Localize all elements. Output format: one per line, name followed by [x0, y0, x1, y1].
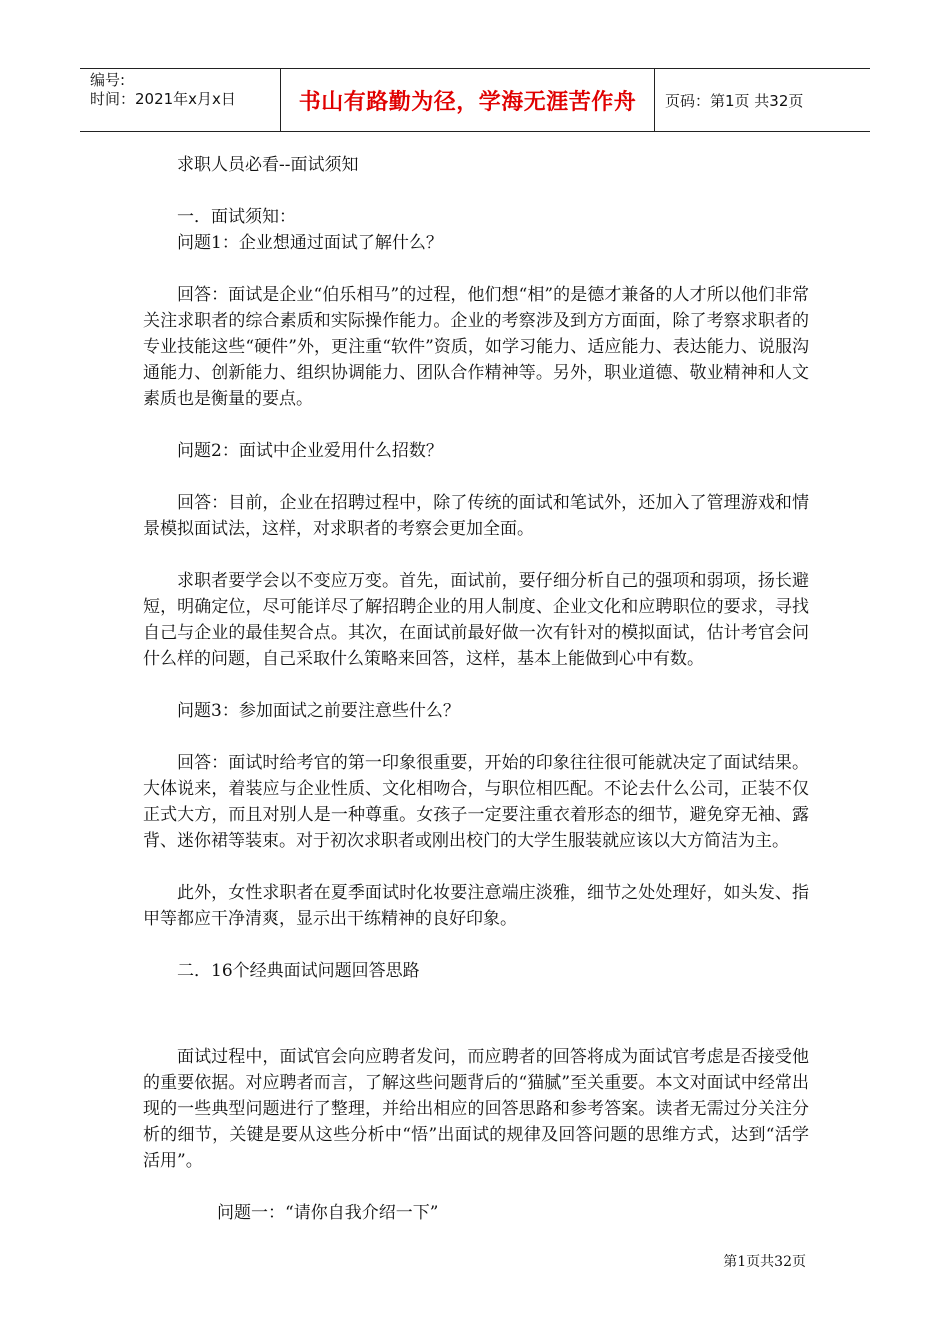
- answer-3-continued: 此外，女性求职者在夏季面试时化妆要注意端庄淡雅，细节之处处理好，如头发、指甲等都应干净清爽，显示出干练精神的良好印象。: [143, 883, 809, 929]
- header-motto: 书山有路勤为径，学海无涯苦作舟: [281, 69, 655, 131]
- page-footer: 第1页共32页: [723, 1254, 806, 1270]
- section-heading-1: 一．面试须知：: [177, 207, 296, 227]
- answer-3: 回答：面试时给考官的第一印象很重要，开始的印象往往很可能就决定了面试结果。大体说来，着装应与企业性质、文化相吻合，与职位相匹配。不论去什么公司，正装不仅正式大方，而且对别人是一种尊重。女孩子一定要注重衣着形态的细节，避免穿无袖、露背、迷你裙等装束。对于初次求职者或刚出校门的大学生服装就应该以大方简洁为主。: [143, 753, 809, 851]
- question-2: 问题2：面试中企业爱用什么招数？: [177, 441, 443, 461]
- question-3: 问题3：参加面试之前要注意些什么？: [177, 701, 460, 721]
- doc-title: 求职人员必看--面试须知: [177, 155, 359, 175]
- header-table: [80, 68, 870, 132]
- answer-2-continued: 求职者要学会以不变应万变。首先，面试前，要仔细分析自己的强项和弱项，扬长避短，明确定位，尽可能详尽了解招聘企业的用人制度、企业文化和应聘职位的要求，寻找自己与企业的最佳契合点。其次，在面试前最好做一次有针对的模拟面试，估计考官会问什么样的问题，自己采取什么策略来回答，这样，基本上能做到心中有数。: [143, 571, 809, 669]
- question-one: 问题一：“请你自我介绍一下”: [217, 1203, 439, 1223]
- code-label: 编号:: [90, 71, 126, 89]
- section-2-intro: 面试过程中，面试官会向应聘者发问，而应聘者的回答将成为面试官考虑是否接受他的重要依据。对应聘者而言，了解这些问题背后的“猫腻”至关重要。本文对面试中经常出现的一些典型问题进行了整理，并给出相应的回答思路和参考答案。读者无需过分关注分析的细节，关键是要从这些分析中“悟”出面试的规律及回答问题的思维方式，达到“活学活用”。: [143, 1047, 809, 1171]
- answer-1: 回答：面试是企业“伯乐相马”的过程，他们想“相”的是德才兼备的人才所以他们非常关注求职者的综合素质和实际操作能力。企业的考察涉及到方方面面，除了考察求职者的专业技能这些“硬件”外，更注重“软件”资质，如学习能力、适应能力、表达能力、说服沟通能力、创新能力、组织协调能力、团队合作精神等。另外，职业道德、敬业精神和人文素质也是衡量的要点。: [143, 285, 809, 409]
- header-page-info: 页码：第1页 共32页: [665, 91, 804, 110]
- header-meta: [80, 69, 281, 131]
- document-body: [143, 152, 809, 1226]
- answer-2: 回答：目前，企业在招聘过程中，除了传统的面试和笔试外，还加入了管理游戏和情景模拟面试法，这样，对求职者的考察会更加全面。: [143, 493, 809, 539]
- time-label: 时间：2021年x月x日: [90, 90, 236, 108]
- question-1: 问题1：企业想通过面试了解什么？: [177, 233, 443, 253]
- section-heading-2: 二．16个经典面试问题回答思路: [177, 961, 420, 981]
